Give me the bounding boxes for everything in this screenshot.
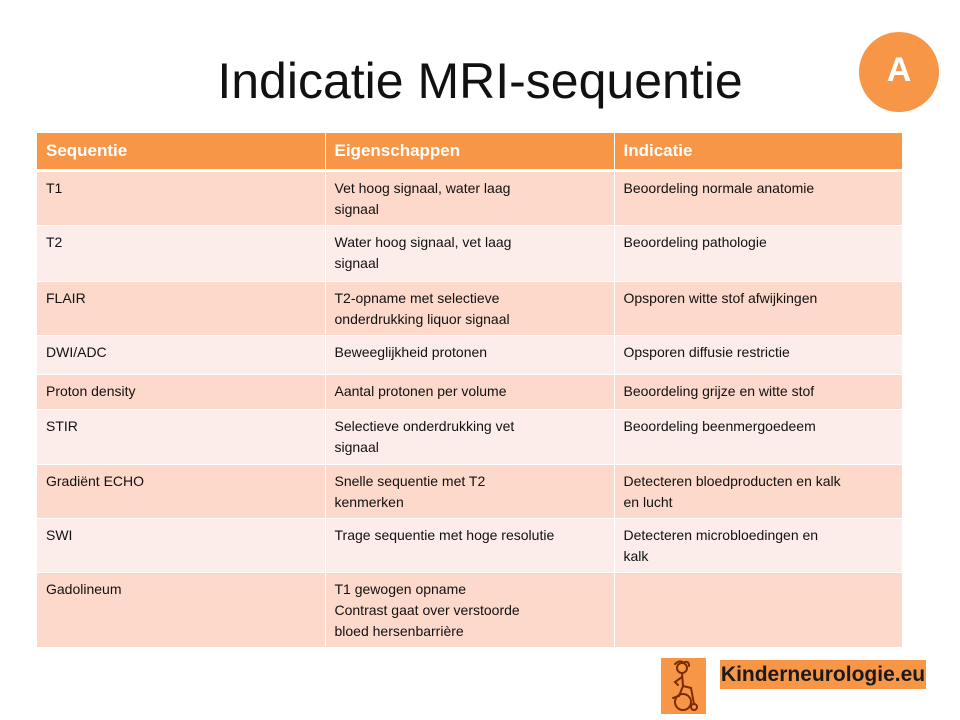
cell-eigenschappen: Snelle sequentie met T2 kenmerken bbox=[325, 465, 614, 519]
child-wheelchair-logo-icon bbox=[661, 658, 706, 714]
cell-indicatie: Detecteren bloedproducten en kalk en lucht bbox=[614, 465, 902, 519]
cell-eigenschappen: Beweeglijkheid protonen bbox=[325, 336, 614, 375]
section-badge: A bbox=[859, 32, 939, 112]
table-row bbox=[37, 336, 902, 375]
cell-sequentie: T1 bbox=[37, 171, 325, 226]
cell-eigenschappen: T1 gewogen opname Contrast gaat over verstoorde bloed hersenbarrière bbox=[325, 573, 614, 648]
cell-eigenschappen: Water hoog signaal, vet laag signaal bbox=[325, 226, 614, 282]
mri-sequence-table bbox=[37, 133, 903, 648]
cell-indicatie: Beoordeling grijze en witte stof bbox=[614, 375, 902, 410]
cell-indicatie bbox=[614, 573, 902, 648]
cell-sequentie: T2 bbox=[37, 226, 325, 282]
table-row bbox=[37, 573, 902, 648]
cell-indicatie: Opsporen diffusie restrictie bbox=[614, 336, 902, 375]
slide-title: Indicatie MRI-sequentie bbox=[217, 53, 743, 109]
table-row bbox=[37, 226, 902, 282]
table-row bbox=[37, 519, 902, 573]
table-row bbox=[37, 375, 902, 410]
header-indicatie: Indicatie bbox=[614, 133, 902, 171]
table-header-row bbox=[37, 133, 902, 171]
child-wheelchair-icon bbox=[661, 658, 706, 714]
cell-sequentie: Gradiënt ECHO bbox=[37, 465, 325, 519]
cell-sequentie: SWI bbox=[37, 519, 325, 573]
table-row bbox=[37, 171, 902, 226]
cell-eigenschappen: Vet hoog signaal, water laag signaal bbox=[325, 171, 614, 226]
cell-eigenschappen: Aantal protonen per volume bbox=[325, 375, 614, 410]
cell-indicatie: Beoordeling beenmergoedeem bbox=[614, 410, 902, 465]
header-sequentie: Sequentie bbox=[37, 133, 325, 171]
cell-indicatie: Detecteren microbloedingen en kalk bbox=[614, 519, 902, 573]
table-row bbox=[37, 410, 902, 465]
cell-sequentie: Proton density bbox=[37, 375, 325, 410]
cell-indicatie: Beoordeling normale anatomie bbox=[614, 171, 902, 226]
table-row bbox=[37, 465, 902, 519]
cell-sequentie: Gadolineum bbox=[37, 573, 325, 648]
cell-indicatie: Beoordeling pathologie bbox=[614, 226, 902, 282]
cell-sequentie: FLAIR bbox=[37, 282, 325, 336]
cell-eigenschappen: Trage sequentie met hoge resolutie bbox=[325, 519, 614, 573]
cell-indicatie: Opsporen witte stof afwijkingen bbox=[614, 282, 902, 336]
cell-eigenschappen: T2-opname met selectieve onderdrukking liquor signaal bbox=[325, 282, 614, 336]
cell-eigenschappen: Selectieve onderdrukking vet signaal bbox=[325, 410, 614, 465]
table-row bbox=[37, 282, 902, 336]
header-eigenschappen: Eigenschappen bbox=[325, 133, 614, 171]
cell-sequentie: STIR bbox=[37, 410, 325, 465]
cell-sequentie: DWI/ADC bbox=[37, 336, 325, 375]
site-logo-text[interactable]: Kinderneurologie.eu bbox=[720, 660, 926, 689]
